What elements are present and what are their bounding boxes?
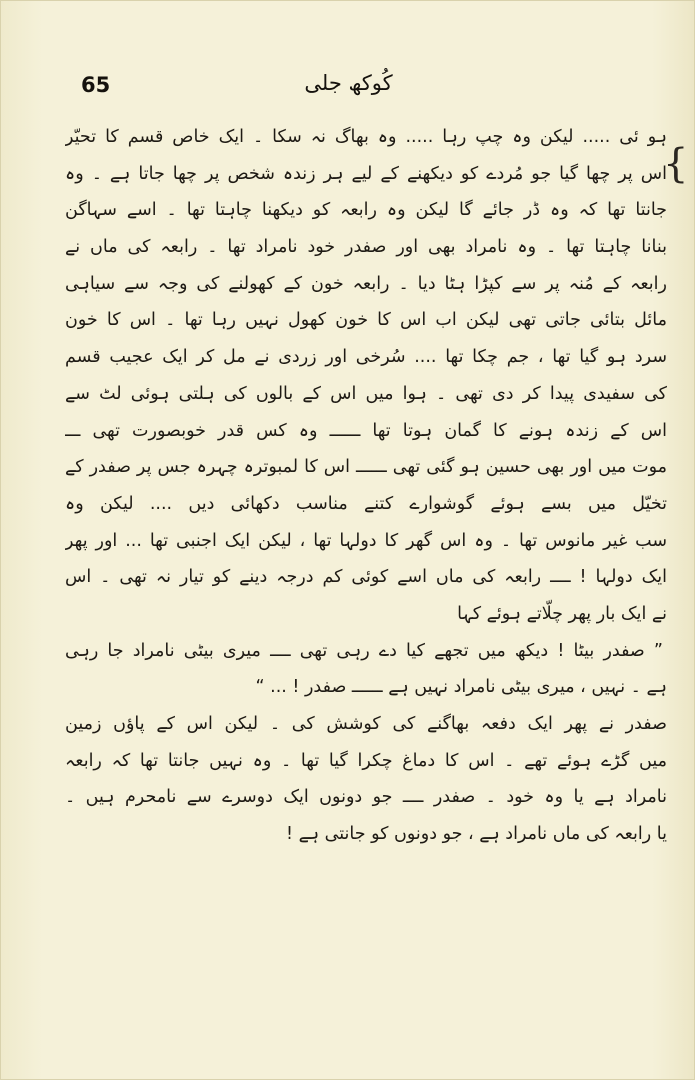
text-line: ہے ۔ نہیں ، میری بیٹی نامراد نہیں ہے ــــــ صفدر ! ... “ <box>255 677 667 698</box>
margin-bracket-mark: { <box>663 141 689 187</box>
text-line: تخیّل میں بسے ہوئے گوشوارے کتنے مناسب دکھائی دیں .... لیکن وہ <box>65 493 667 514</box>
text-line: جانتا تھا کہ وہ ڈر جائے گا لیکن وہ رابعہ کو دیکھنا چاہتا تھا ۔ اسے سہاگن <box>65 200 667 221</box>
text-line: ہو ئی ..... لیکن وہ چپ رہا ..... وہ بھاگ نہ سکا ۔ ایک خاص قسم کا تحیّر <box>65 127 667 147</box>
text-line: ” صفدر بیٹا ! دیکھ میں تجھے کیا دے رہی تھی ــــ میری بیٹی نامراد جا رہی <box>65 640 663 661</box>
text-line: صفدر نے پھر ایک دفعہ بھاگنے کی کوشش کی ۔ لیکن اس کے پاؤں زمین <box>65 714 667 734</box>
text-line: بنانا چاہتا تھا ۔ وہ نامراد بھی اور صفدر خود نامراد تھا ۔ رابعہ کی ماں نے <box>65 237 667 258</box>
text-line: اس کے زندہ ہونے کا گمان ہوتا تھا ــــــ وہ کس قدر خوبصورت تھی ـــ <box>65 420 667 441</box>
text-line: سرد ہو گیا تھا ، جم چکا تھا .... سُرخی اور زردی نے مل کر ایک عجیب قسم <box>65 347 667 368</box>
running-title: کُوکھ جلی <box>304 71 393 95</box>
text-line: موت میں اور بھی حسین ہو گئی تھی ــــــ اس کا لمبوترہ چہرہ جس پر صفدر کے <box>65 457 667 478</box>
page-number: 65 <box>81 73 111 97</box>
text-line: میں گڑے ہوئے تھے ۔ اس کا دماغ چکرا گیا تھا ۔ وہ نہیں جانتا تھا کہ رابعہ <box>65 750 667 771</box>
text-line: کی سفیدی پیدا کر دی تھی ۔ ہوا میں اس کے بالوں کی ہلتی ہوئی لٹ سے <box>65 383 667 404</box>
text-line: نامراد ہے یا وہ خود ۔ صفدر ــــ جو دونوں ایک دوسرے سے نامحرم ہیں ۔ <box>65 787 667 808</box>
text-line: نے ایک بار پھر چلّاتے ہوئے کہا <box>457 603 667 624</box>
text-line: رابعہ کے مُنہ پر سے کپڑا ہٹا دیا ۔ رابعہ خون کے کھولنے کی وجہ سے سیاہی <box>65 273 667 294</box>
text-line: سب غیر مانوس تھا ۔ وہ اس گھر کا دولہا تھا ، لیکن ایک اجنبی تھا ... اور پھر <box>65 530 667 551</box>
text-line: مائل بتائی جاتی تھی لیکن اب اس کا خون کھول نہیں رہا تھا ۔ اس کا خون <box>65 310 667 331</box>
text-line: اس پر چھا گیا جو مُردے کو دیکھنے کے لیے ہر زندہ شخص پر چھا جاتا ہے ۔ وہ <box>65 163 667 184</box>
text-line: ایک دولہا ! ــــ رابعہ کی ماں اسے کوئی کم درجہ دینے کو تیار نہ تھی ۔ اس <box>65 567 667 588</box>
body-text <box>65 119 667 999</box>
text-line: یا رابعہ کی ماں نامراد ہے ، جو دونوں کو جانتی ہے ! <box>285 824 667 845</box>
